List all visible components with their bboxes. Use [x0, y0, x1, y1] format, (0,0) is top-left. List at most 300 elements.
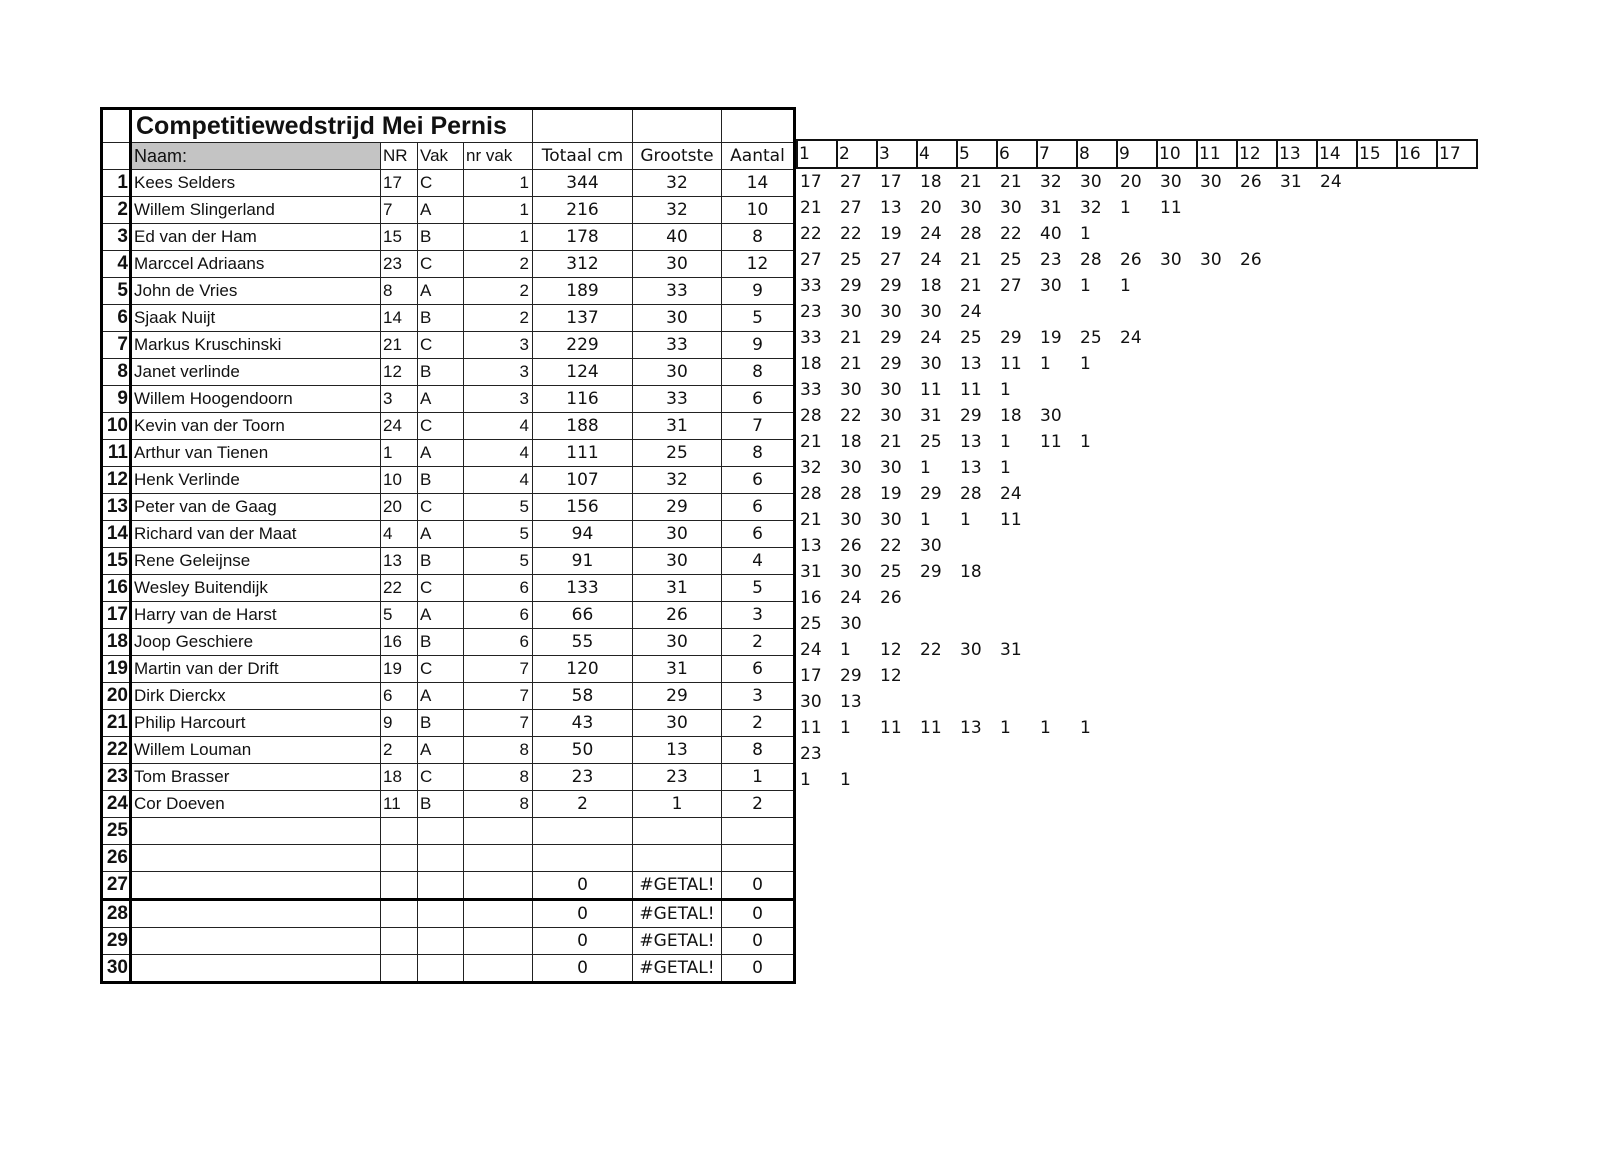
catch-value — [1397, 611, 1437, 637]
cell-grootste: 32 — [633, 197, 722, 224]
cell-naam: Willem Louman — [131, 737, 381, 764]
catch-value — [1397, 429, 1437, 455]
catch-value: 28 — [960, 484, 982, 504]
cell-totaal: 111 — [533, 440, 633, 467]
catch-value: 16 — [800, 588, 822, 608]
catch-value — [1117, 507, 1157, 533]
catch-value — [1437, 377, 1477, 403]
catch-row — [797, 377, 1477, 403]
catch-value — [917, 689, 957, 715]
cell-naam: Ed van der Ham — [131, 224, 381, 251]
table-row — [102, 818, 795, 845]
catches-table — [796, 139, 1478, 793]
cell-totaal: 94 — [533, 521, 633, 548]
catch-value — [1397, 637, 1437, 663]
row-number: 21 — [102, 710, 131, 737]
catch-value — [877, 767, 917, 793]
catch-value — [1317, 533, 1357, 559]
catch-value — [1357, 168, 1397, 195]
catch-value — [1117, 715, 1157, 741]
catch-row — [797, 403, 1477, 429]
row-number: 18 — [102, 629, 131, 656]
catch-value: 28 — [840, 484, 862, 504]
catch-row — [797, 533, 1477, 559]
cell-nr: 11 — [381, 791, 418, 818]
cell-nr-vak: 4 — [464, 413, 533, 440]
catch-value — [1317, 481, 1357, 507]
cell-grootste: 30 — [633, 548, 722, 575]
cell-vak — [418, 872, 464, 900]
catch-value: 22 — [920, 640, 942, 660]
catch-value: 33 — [800, 276, 822, 296]
catch-value: 1 — [1000, 458, 1011, 478]
catch-value — [1197, 351, 1237, 377]
catch-value — [1157, 663, 1197, 689]
cell-grootste: 30 — [633, 251, 722, 278]
catch-value — [1197, 273, 1237, 299]
cell-naam: Harry van de Harst — [131, 602, 381, 629]
catch-value: 31 — [1000, 640, 1022, 660]
cell-grootste: #GETAL! — [633, 872, 722, 900]
cell-grootste: 33 — [633, 386, 722, 413]
catch-value — [1437, 429, 1477, 455]
cell-totaal: 178 — [533, 224, 633, 251]
catch-row — [797, 221, 1477, 247]
cell-nr — [381, 928, 418, 955]
catch-value — [1237, 585, 1277, 611]
catch-value — [1437, 195, 1477, 221]
catch-value — [1277, 507, 1317, 533]
catch-value: 25 — [920, 432, 942, 452]
cell-nr: 13 — [381, 548, 418, 575]
catch-value: 11 — [1000, 510, 1022, 530]
catch-value — [1117, 299, 1157, 325]
catch-value — [1197, 481, 1237, 507]
catch-value — [1237, 377, 1277, 403]
row-number: 16 — [102, 575, 131, 602]
table-row — [102, 386, 795, 413]
cell-grootste: #GETAL! — [633, 955, 722, 983]
catch-value — [1277, 429, 1317, 455]
row-number: 19 — [102, 656, 131, 683]
cell-nr — [381, 872, 418, 900]
cell-aantal: 5 — [722, 575, 795, 602]
catch-value — [1357, 481, 1397, 507]
catch-value: 20 — [1120, 172, 1142, 192]
catch-header-cell: 17 — [1437, 140, 1477, 168]
cell-nr: 21 — [381, 332, 418, 359]
catch-value: 1 — [1000, 718, 1011, 738]
row-number: 5 — [102, 278, 131, 305]
catch-value — [1317, 507, 1357, 533]
cell-aantal: 1 — [722, 764, 795, 791]
catch-value — [1237, 689, 1277, 715]
catch-value — [1437, 168, 1477, 195]
cell-vak: A — [418, 197, 464, 224]
catch-value — [1077, 611, 1117, 637]
cell-grootste: 26 — [633, 602, 722, 629]
catch-value — [997, 663, 1037, 689]
catch-value: 13 — [960, 354, 982, 374]
row-number: 10 — [102, 413, 131, 440]
catch-value — [1157, 507, 1197, 533]
catch-header-cell: 8 — [1077, 140, 1117, 168]
catch-value — [1157, 637, 1197, 663]
cell-vak: C — [418, 494, 464, 521]
catch-value — [1317, 299, 1357, 325]
catch-value: 11 — [1040, 432, 1062, 452]
table-row — [102, 305, 795, 332]
catch-value: 30 — [1080, 172, 1102, 192]
cell-nr-vak — [464, 872, 533, 900]
catch-value: 30 — [1040, 406, 1062, 426]
catch-value — [1197, 611, 1237, 637]
row-number: 3 — [102, 224, 131, 251]
cell-nr-vak — [464, 818, 533, 845]
row-number: 7 — [102, 332, 131, 359]
catch-value — [1357, 273, 1397, 299]
cell-vak — [418, 818, 464, 845]
table-row — [102, 494, 795, 521]
catch-value — [1317, 273, 1357, 299]
cell-totaal: 43 — [533, 710, 633, 737]
catch-value: 19 — [880, 484, 902, 504]
catch-value — [1397, 715, 1437, 741]
catch-value — [1317, 429, 1357, 455]
catch-value: 30 — [840, 458, 862, 478]
catch-value — [1157, 221, 1197, 247]
cell-aantal: 12 — [722, 251, 795, 278]
cell-aantal — [722, 845, 795, 872]
catch-value — [1197, 403, 1237, 429]
catch-value: 22 — [1000, 224, 1022, 244]
cell-nr: 17 — [381, 170, 418, 197]
catch-value: 13 — [840, 692, 862, 712]
cell-totaal — [533, 845, 633, 872]
catch-value — [1117, 689, 1157, 715]
cell-naam: Sjaak Nuijt — [131, 305, 381, 332]
cell-nr: 1 — [381, 440, 418, 467]
catch-value — [1277, 273, 1317, 299]
cell-vak: C — [418, 170, 464, 197]
catch-value — [1437, 585, 1477, 611]
cell-aantal: 7 — [722, 413, 795, 440]
catch-value: 17 — [880, 172, 902, 192]
catch-value: 30 — [840, 562, 862, 582]
cell-vak — [418, 845, 464, 872]
catch-value — [1357, 403, 1397, 429]
cell-nr — [381, 955, 418, 983]
catch-value: 29 — [1000, 328, 1022, 348]
catch-value — [1037, 585, 1077, 611]
cell-totaal — [533, 818, 633, 845]
catch-value — [1397, 585, 1437, 611]
catch-value — [1397, 377, 1437, 403]
cell-totaal: 58 — [533, 683, 633, 710]
catch-value — [1317, 637, 1357, 663]
cell-nr-vak: 6 — [464, 629, 533, 656]
table-row — [102, 872, 795, 900]
catch-value — [1317, 455, 1357, 481]
header-rownum — [102, 143, 131, 170]
catch-value: 25 — [1080, 328, 1102, 348]
cell-aantal: 10 — [722, 197, 795, 224]
catch-value: 25 — [840, 250, 862, 270]
catch-value — [1277, 299, 1317, 325]
cell-vak: B — [418, 629, 464, 656]
cell-vak: B — [418, 548, 464, 575]
catch-value — [957, 689, 997, 715]
cell-naam — [131, 900, 381, 928]
catch-value: 26 — [1240, 172, 1262, 192]
cell-vak: C — [418, 332, 464, 359]
cell-vak: C — [418, 575, 464, 602]
row-number: 17 — [102, 602, 131, 629]
table-row — [102, 710, 795, 737]
table-row — [102, 764, 795, 791]
cell-naam: Willem Slingerland — [131, 197, 381, 224]
cell-totaal: 124 — [533, 359, 633, 386]
row-number: 20 — [102, 683, 131, 710]
cell-nr-vak: 4 — [464, 467, 533, 494]
catch-row — [797, 325, 1477, 351]
cell-nr-vak: 5 — [464, 521, 533, 548]
table-row — [102, 170, 795, 197]
cell-totaal: 312 — [533, 251, 633, 278]
catch-value — [1317, 247, 1357, 273]
catch-header-cell: 11 — [1197, 140, 1237, 168]
catch-value — [1037, 689, 1077, 715]
cell-naam: Peter van de Gaag — [131, 494, 381, 521]
cell-naam: Willem Hoogendoorn — [131, 386, 381, 413]
cell-totaal: 189 — [533, 278, 633, 305]
cell-totaal: 50 — [533, 737, 633, 764]
catch-value: 24 — [920, 224, 942, 244]
catch-value — [1077, 299, 1117, 325]
row-number: 29 — [102, 928, 131, 955]
catch-value — [1277, 689, 1317, 715]
catch-value: 26 — [880, 588, 902, 608]
catch-value — [1117, 403, 1157, 429]
catch-value: 11 — [960, 380, 982, 400]
catch-value — [1357, 533, 1397, 559]
catch-value — [957, 663, 997, 689]
catch-header-cell: 2 — [837, 140, 877, 168]
catch-value — [1077, 559, 1117, 585]
row-number: 30 — [102, 955, 131, 983]
catch-value: 21 — [800, 510, 822, 530]
cell-nr: 16 — [381, 629, 418, 656]
cell-grootste: 29 — [633, 683, 722, 710]
catch-value — [1397, 168, 1437, 195]
catch-value — [877, 741, 917, 767]
row-number: 12 — [102, 467, 131, 494]
cell-naam: Henk Verlinde — [131, 467, 381, 494]
catch-value — [1037, 377, 1077, 403]
cell-nr-vak — [464, 845, 533, 872]
catch-value — [957, 533, 997, 559]
catch-header-cell: 14 — [1317, 140, 1357, 168]
cell-grootste: 23 — [633, 764, 722, 791]
catch-value: 21 — [840, 328, 862, 348]
table-row — [102, 656, 795, 683]
catch-header-cell: 6 — [997, 140, 1037, 168]
cell-aantal: 0 — [722, 955, 795, 983]
cell-grootste: 1 — [633, 791, 722, 818]
catch-row — [797, 429, 1477, 455]
catch-value: 18 — [920, 172, 942, 192]
catch-value: 29 — [840, 666, 862, 686]
catch-value: 19 — [1040, 328, 1062, 348]
catch-value — [1157, 715, 1197, 741]
catch-value — [1237, 741, 1277, 767]
catch-value — [917, 663, 957, 689]
cell-nr: 19 — [381, 656, 418, 683]
catch-value — [1317, 741, 1357, 767]
cell-nr: 23 — [381, 251, 418, 278]
catch-value — [1277, 247, 1317, 273]
cell-nr: 10 — [381, 467, 418, 494]
catch-value: 25 — [960, 328, 982, 348]
catch-value — [837, 741, 877, 767]
cell-grootste: 30 — [633, 710, 722, 737]
catch-value — [1197, 715, 1237, 741]
catch-value — [1237, 533, 1277, 559]
catch-value — [997, 299, 1037, 325]
catch-value — [1437, 221, 1477, 247]
cell-naam: Martin van der Drift — [131, 656, 381, 683]
catch-value: 1 — [920, 458, 931, 478]
catch-value: 1 — [840, 640, 851, 660]
catch-value — [917, 741, 957, 767]
cell-totaal: 91 — [533, 548, 633, 575]
catch-value: 30 — [1040, 276, 1062, 296]
cell-nr-vak: 2 — [464, 251, 533, 278]
catch-value — [1197, 325, 1237, 351]
row-number: 8 — [102, 359, 131, 386]
catch-value — [1357, 767, 1397, 793]
cell-naam — [131, 955, 381, 983]
catch-value — [1197, 767, 1237, 793]
cell-nr: 24 — [381, 413, 418, 440]
cell-vak: A — [418, 278, 464, 305]
catch-value — [1437, 559, 1477, 585]
catch-value — [1317, 559, 1357, 585]
cell-grootste: 32 — [633, 467, 722, 494]
catch-value: 24 — [1000, 484, 1022, 504]
catch-value — [1157, 273, 1197, 299]
cell-totaal: 229 — [533, 332, 633, 359]
catch-value — [1157, 455, 1197, 481]
catch-value — [1397, 559, 1437, 585]
cell-totaal: 55 — [533, 629, 633, 656]
catch-header-cell: 4 — [917, 140, 957, 168]
catch-value — [1157, 429, 1197, 455]
catch-value — [1397, 689, 1437, 715]
cell-vak: A — [418, 386, 464, 413]
catch-value: 1 — [1040, 354, 1051, 374]
catch-value — [1437, 481, 1477, 507]
catch-value — [1157, 299, 1197, 325]
catch-value — [1157, 325, 1197, 351]
catch-header-cell: 13 — [1277, 140, 1317, 168]
catch-value — [997, 689, 1037, 715]
row-number: 13 — [102, 494, 131, 521]
catch-value — [1277, 715, 1317, 741]
catch-value — [1397, 351, 1437, 377]
catch-value — [1077, 637, 1117, 663]
catch-value — [1397, 247, 1437, 273]
catch-value — [1117, 663, 1157, 689]
cell-totaal: 0 — [533, 928, 633, 955]
catch-value — [1357, 455, 1397, 481]
row-number: 25 — [102, 818, 131, 845]
cell-vak: C — [418, 656, 464, 683]
catch-value — [1237, 767, 1277, 793]
catch-row — [797, 247, 1477, 273]
cell-aantal: 8 — [722, 359, 795, 386]
catch-value: 1 — [840, 770, 851, 790]
catch-value — [1317, 325, 1357, 351]
catch-value — [1397, 481, 1437, 507]
catch-value — [1117, 533, 1157, 559]
catch-value — [1117, 351, 1157, 377]
catch-value: 24 — [920, 250, 942, 270]
table-row — [102, 467, 795, 494]
catch-value — [1277, 533, 1317, 559]
catch-value — [1277, 377, 1317, 403]
catch-value — [997, 533, 1037, 559]
catch-value: 13 — [960, 458, 982, 478]
cell-aantal: 8 — [722, 224, 795, 251]
catch-value — [997, 585, 1037, 611]
catch-value — [1397, 663, 1437, 689]
catch-header-cell: 10 — [1157, 140, 1197, 168]
catch-value — [1037, 741, 1077, 767]
catch-value — [1197, 429, 1237, 455]
catch-value — [1237, 481, 1277, 507]
cell-naam: Marccel Adriaans — [131, 251, 381, 278]
cell-grootste: 30 — [633, 521, 722, 548]
cell-naam: Markus Kruschinski — [131, 332, 381, 359]
catch-value — [1397, 403, 1437, 429]
cell-aantal: 2 — [722, 791, 795, 818]
catch-value — [1037, 481, 1077, 507]
catch-value — [1037, 507, 1077, 533]
catch-value — [1437, 325, 1477, 351]
catch-value — [1277, 481, 1317, 507]
catch-value: 27 — [840, 198, 862, 218]
catch-value — [1397, 195, 1437, 221]
catch-value — [1437, 767, 1477, 793]
row-number: 27 — [102, 872, 131, 900]
catch-row — [797, 195, 1477, 221]
catch-value: 30 — [960, 640, 982, 660]
cell-vak — [418, 955, 464, 983]
catch-value: 11 — [800, 718, 822, 738]
catch-value — [1397, 741, 1437, 767]
catch-value — [1037, 611, 1077, 637]
catch-value — [997, 611, 1037, 637]
catch-header-cell: 7 — [1037, 140, 1077, 168]
catch-row — [797, 637, 1477, 663]
row-number: 11 — [102, 440, 131, 467]
catch-value — [1357, 663, 1397, 689]
cell-nr: 2 — [381, 737, 418, 764]
table-row — [102, 602, 795, 629]
catch-value: 32 — [800, 458, 822, 478]
table-row — [102, 683, 795, 710]
